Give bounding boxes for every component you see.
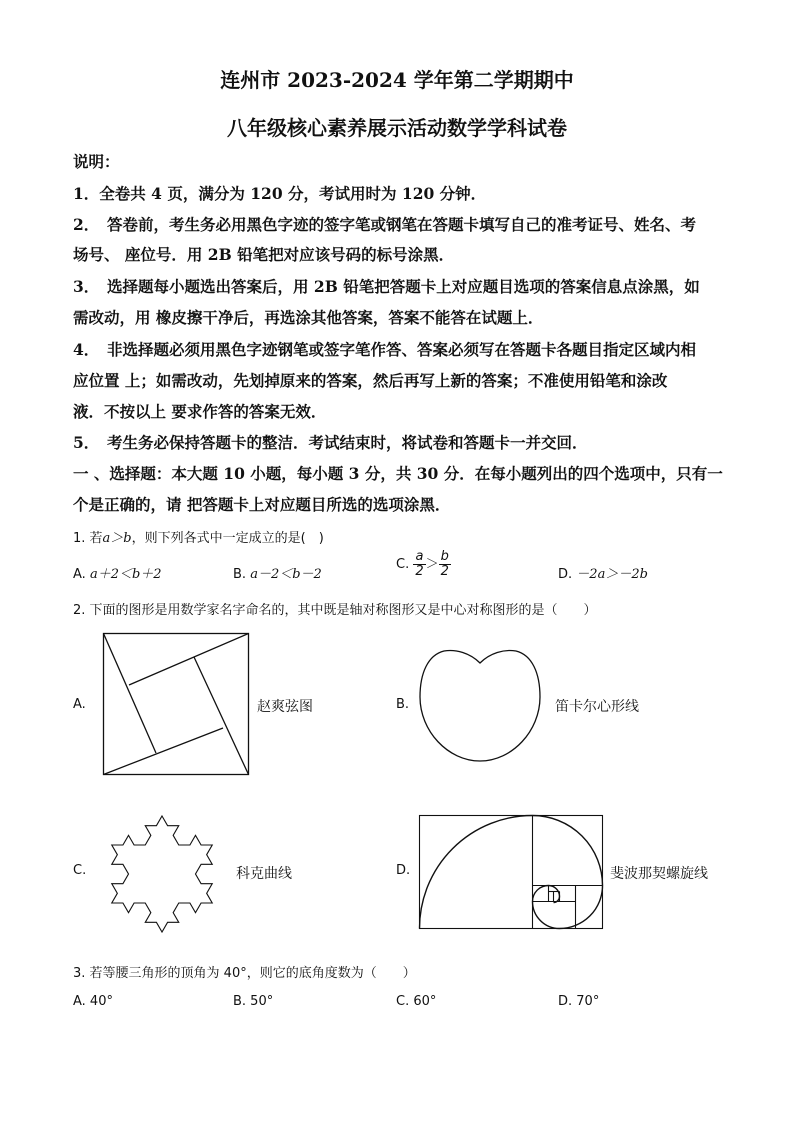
option-label: C. [396,557,410,572]
section-heading: 一 、选择题：本大题 10 小题，每小题 3 分，共 30 分．在每小题列出的四个选项中，只有一 [73,464,723,483]
option-label: B. [233,567,247,582]
q3-option-a: A. 40° [73,994,113,1009]
fraction-numerator: a [413,550,425,565]
triangle-edge [129,634,249,686]
fraction-denominator: 2 [415,564,424,579]
question-2-stem: 2. 下面的图形是用数学家名字命名的，其中既是轴对称图形又是中心对称图形的是（ ） [73,603,597,618]
koch-path [112,816,212,932]
q2-option-a-label: A. [73,697,86,712]
triangle-edge [194,657,249,775]
q3-option-d: D. 70° [558,994,600,1009]
exam-title-line2: 八年级核心素养展示活动数学学科试卷 [227,116,567,140]
cardioid-path [420,651,540,762]
q1-stem-math: a＞b [102,531,132,546]
exam-title-line1: 连州市 2023-2024 学年第二学期期中 [220,68,574,92]
instruction-line: 场号、 座位号．用 2B 铅笔把对应该号码的标号涂黑． [73,245,455,264]
option-label: A. [73,567,86,582]
instructions-heading: 说明： [73,152,120,171]
option-text: －2a＞－2b [576,567,648,582]
option-text: a－2＜b－2 [250,567,322,582]
fraction [413,550,425,579]
q2-option-c-label: C. [73,863,87,878]
q1-option-b [233,563,322,582]
instruction-line: 5． 考生务必保持答题卡的整洁．考试结束时，将试卷和答题卡一并交回． [73,433,588,452]
q2-option-d-label: D. [396,863,411,878]
fraction [439,550,451,579]
cardioid-curve [418,645,542,763]
option-text: a＋2＜b＋2 [89,567,162,582]
section-heading-cont: 个是正确的，请 把答题卡上对应题目所选的选项涂黑． [73,495,451,514]
koch-snowflake [96,803,228,945]
q3-option-b: B. 50° [233,994,274,1009]
triangle-edge [104,728,224,775]
q1-stem-post: ，则下列各式中一定成立的是( ) [131,531,324,546]
fraction-numerator: b [439,550,451,565]
fibonacci-spiral [419,815,603,929]
instruction-line: 4． 非选择题必须用黑色字迹钢笔或签字笔作答、答案必须写在答题卡各题目指定区域内相 [73,340,697,359]
q1-option-a [73,563,162,582]
instruction-line: 2． 答卷前，考生务必用黑色字迹的签字笔或钢笔在答题卡填写自己的准考证号、姓名、考 [73,215,697,234]
option-label: D. [558,567,573,582]
instruction-line: 3． 选择题每小题选出答案后，用 2B 铅笔把答题卡上对应题目选项的答案信息点涂黑，如 [73,277,700,296]
q1-stem-pre: 1. 若 [73,531,103,546]
q2-option-c-caption: 科克曲线 [236,866,292,882]
greater-than-sign: ＞ [425,557,439,572]
q2-option-d-caption: 斐波那契螺旋线 [610,866,708,882]
q1-option-c [396,550,451,579]
q1-option-d [558,563,648,582]
fraction-denominator: 2 [440,564,449,579]
q2-option-b-label: B. [396,697,410,712]
instruction-line: 1．全卷共 4 页，满分为 120 分，考试用时为 120 分钟． [73,184,487,203]
outer-square [104,634,249,775]
question-1-stem [73,527,324,546]
q2-option-b-caption: 笛卡尔心形线 [555,699,639,715]
triangle-edge [104,634,157,754]
zhao-shuang-diagram [103,633,249,775]
instruction-line: 需改动，用 橡皮擦干净后，再选涂其他答案，答案不能答在试题上． [73,308,544,327]
question-3-stem: 3. 若等腰三角形的顶角为 40°，则它的底角度数为（ ） [73,966,416,981]
q3-option-c: C. 60° [396,994,437,1009]
q2-option-a-caption: 赵爽弦图 [257,699,313,715]
instruction-line: 应位置 上；如需改动，先划掉原来的答案，然后再写上新的答案；不准使用铅笔和涂改 [73,371,668,390]
instruction-line: 液．不按以上 要求作答的答案无效． [73,402,327,421]
